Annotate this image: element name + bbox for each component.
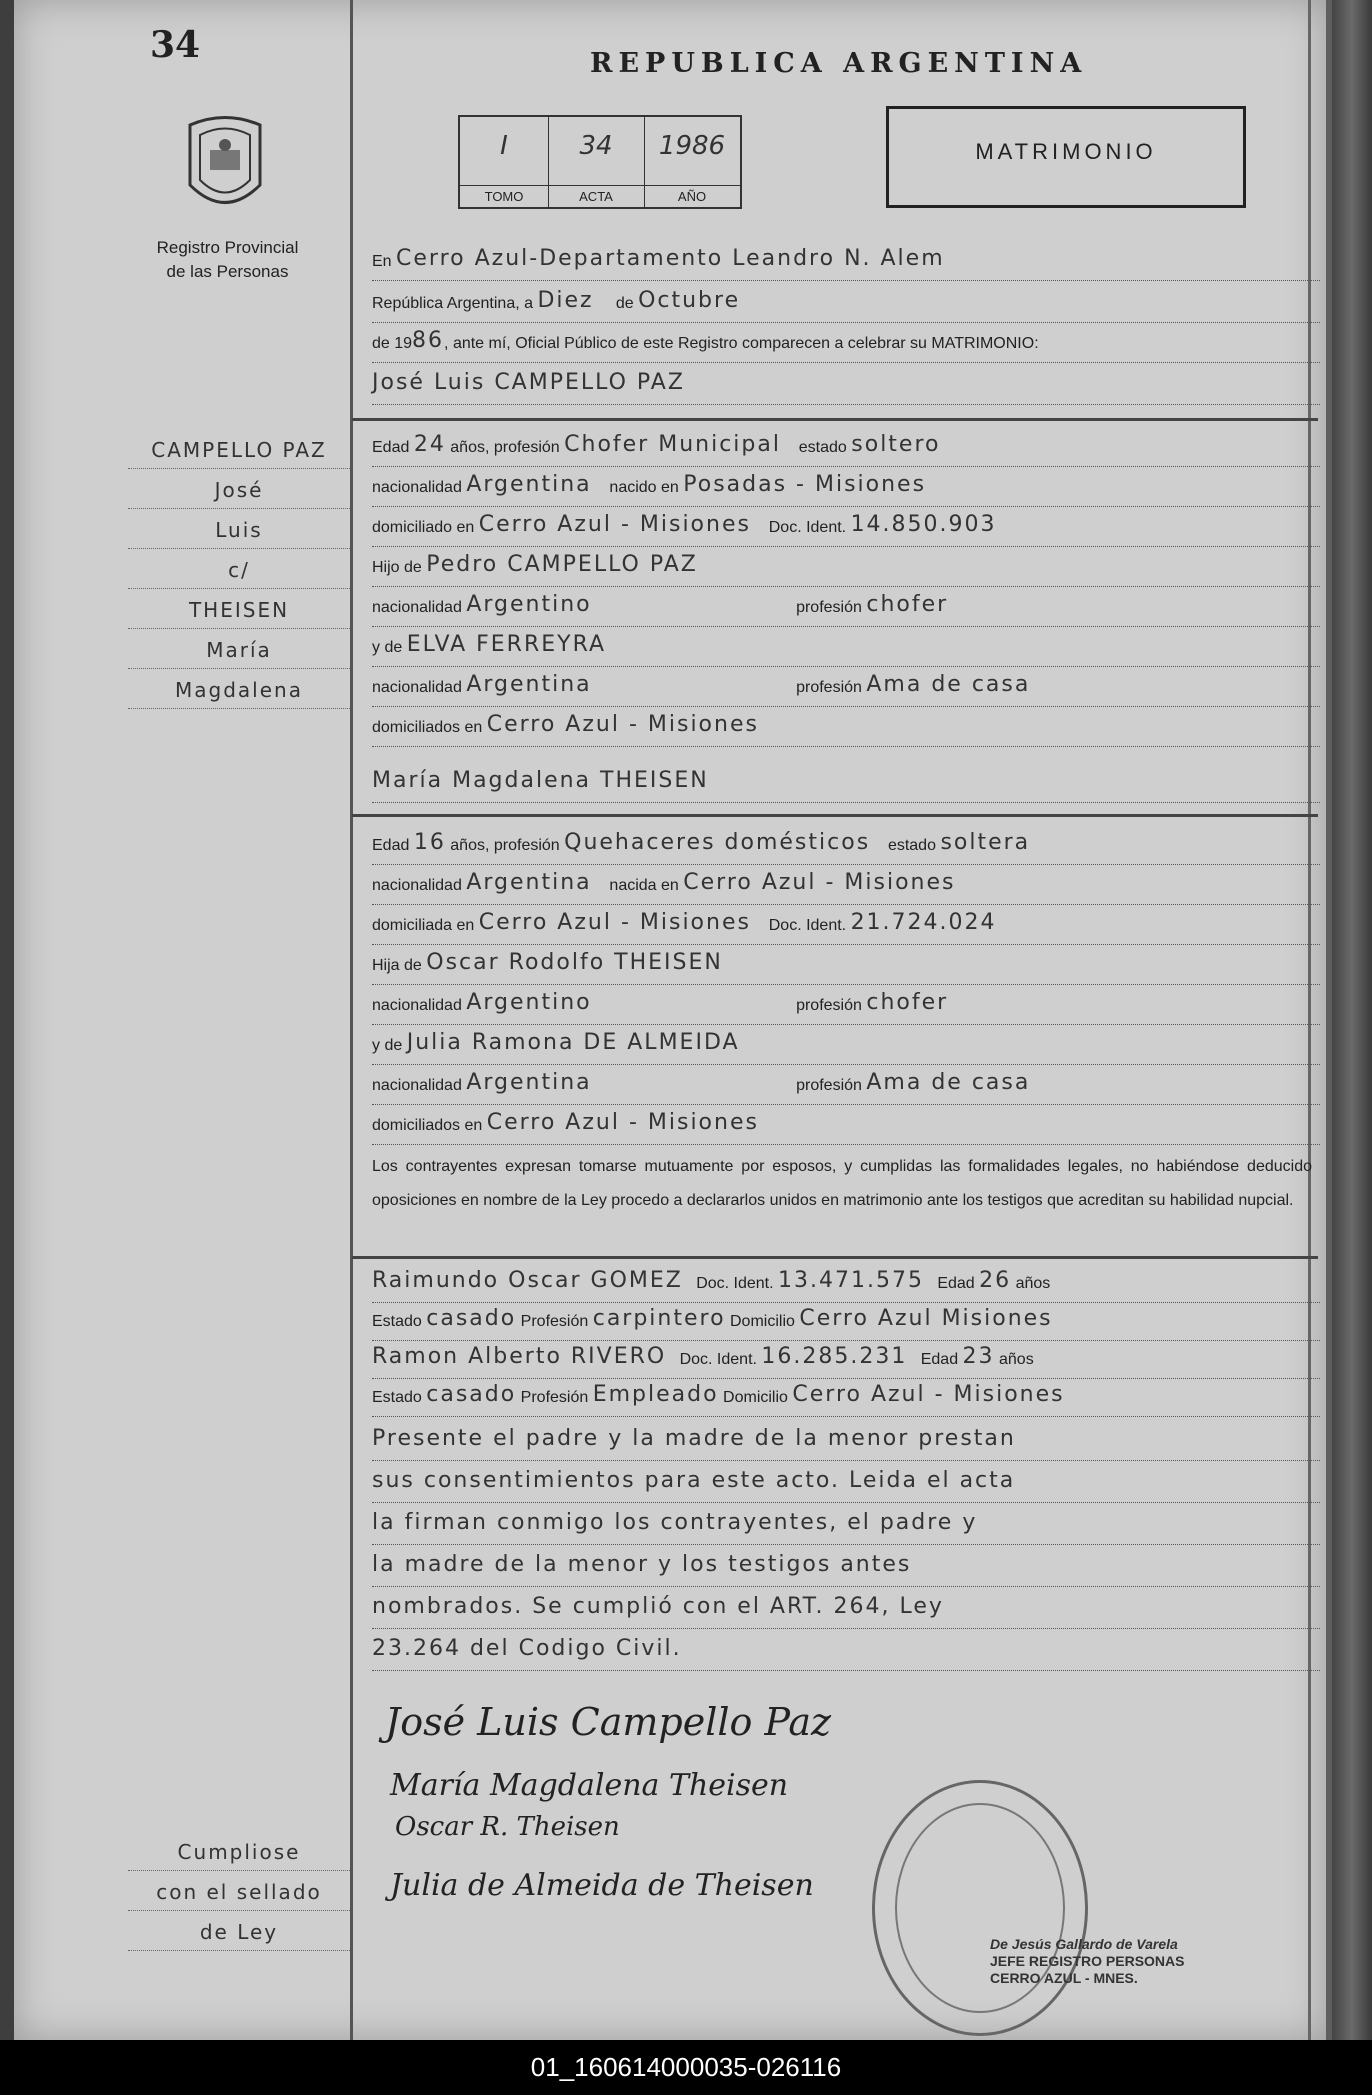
bride-signature: María Magdalena Theisen xyxy=(390,1768,789,1803)
witness1-details-row: Estado casado Profesión carpintero Domicilio Cerro Azul Misiones xyxy=(372,1306,1320,1341)
note-line: 23.264 del Codigo Civil. xyxy=(372,1636,1320,1671)
groom-name-row: José Luis CAMPELLO PAZ xyxy=(372,370,1320,405)
section-divider xyxy=(352,1256,1318,1259)
provincial-seal-icon xyxy=(180,110,270,220)
margin-note-line: de Ley xyxy=(128,1920,350,1951)
acta-cell: 34 ACTA xyxy=(548,117,645,207)
section-divider xyxy=(352,418,1318,421)
margin-note-line: Cumpliose xyxy=(128,1840,350,1871)
note-line: Presente el padre y la madre de la menor prestan xyxy=(372,1426,1320,1461)
father-signature: Oscar R. Theisen xyxy=(395,1812,620,1842)
witness2-row: Ramon Alberto RIVERO Doc. Ident. 16.285.231 Edad 23 años xyxy=(372,1344,1320,1379)
bride-name-row: María Magdalena THEISEN xyxy=(372,768,1320,803)
groom-nationality-row: nacionalidad Argentina nacido en Posadas - Misiones xyxy=(372,472,1320,507)
bride-mother-nat-row: nacionalidad Argentina profesión Ama de casa xyxy=(372,1070,1320,1105)
bride-mother-row: y de Julia Ramona DE ALMEIDA xyxy=(372,1030,1320,1065)
margin-line: c/ xyxy=(128,558,350,589)
section-divider xyxy=(352,814,1318,817)
bride-parents-domicile-row: domiciliados en Cerro Azul - Misiones xyxy=(372,1110,1320,1145)
mother-signature: Julia de Almeida de Theisen xyxy=(390,1868,814,1903)
tomo-cell: I TOMO xyxy=(460,117,549,207)
margin-line: CAMPELLO PAZ xyxy=(128,438,350,469)
margin-line: Luis xyxy=(128,518,350,549)
witness2-details-row: Estado casado Profesión Empleado Domicilio Cerro Azul - Misiones xyxy=(372,1382,1320,1417)
margin-rule xyxy=(350,0,353,2040)
bride-domicile-row: domiciliada en Cerro Azul - Misiones Doc. Ident. 21.724.024 xyxy=(372,910,1320,945)
book-spine xyxy=(1332,0,1372,2040)
margin-line: María xyxy=(128,638,350,669)
place-row: En Cerro Azul-Departamento Leandro N. Alem xyxy=(372,246,1320,281)
book-binding xyxy=(0,0,14,2040)
bride-father-nat-row: nacionalidad Argentino profesión chofer xyxy=(372,990,1320,1025)
date-row: República Argentina, a Diez de Octubre xyxy=(372,288,1320,323)
anio-cell: 1986 AÑO xyxy=(644,117,740,207)
declaration-text: Los contrayentes expresan tomarse mutuamente por esposos, y cumplidas las formalidades legales, no habiéndose deducido oposiciones en nombre de la Ley procedo a declararlos unidos en matrimonio ante los testigos que acreditan su habilidad nupcial. xyxy=(372,1158,1312,1209)
margin-note-line: con el sellado xyxy=(128,1880,350,1911)
groom-father-nat-row: nacionalidad Argentino profesión chofer xyxy=(372,592,1320,627)
witness1-row: Raimundo Oscar GOMEZ Doc. Ident. 13.471.575 Edad 26 años xyxy=(372,1268,1320,1303)
groom-signature: José Luis Campello Paz xyxy=(385,1700,831,1744)
groom-domicile-row: domiciliado en Cerro Azul - Misiones Doc. Ident. 14.850.903 xyxy=(372,512,1320,547)
note-line: sus consentimientos para este acto. Leida el acta xyxy=(372,1468,1320,1503)
document-title: REPUBLICA ARGENTINA xyxy=(590,48,1088,79)
groom-parents-domicile-row: domiciliados en Cerro Azul - Misiones xyxy=(372,712,1320,747)
officer-stamp: De Jesús Gallardo de Varela JEFE REGISTRO PERSONAS CERRO AZUL - MNES. xyxy=(990,1936,1185,1986)
year-row: de 1986, ante mí, Oficial Público de este Registro comparecen a celebrar su MATRIMONIO: xyxy=(372,328,1320,363)
margin-line: José xyxy=(128,478,350,509)
document-type-box: MATRIMONIO xyxy=(886,106,1246,208)
bride-nationality-row: nacionalidad Argentina nacida en Cerro Azul - Misiones xyxy=(372,870,1320,905)
note-line: la madre de la menor y los testigos antes xyxy=(372,1552,1320,1587)
margin-line: Magdalena xyxy=(128,678,350,709)
bride-father-row: Hija de Oscar Rodolfo THEISEN xyxy=(372,950,1320,985)
groom-mother-row: y de ELVA FERREYRA xyxy=(372,632,1320,667)
note-line: la firman conmigo los contrayentes, el padre y xyxy=(372,1510,1320,1545)
groom-age-row: Edad 24 años, profesión Chofer Municipal estado soltero xyxy=(372,432,1320,467)
page-number: 34 xyxy=(150,24,201,66)
margin-line: THEISEN xyxy=(128,598,350,629)
note-line: nombrados. Se cumplió con el ART. 264, Ley xyxy=(372,1594,1320,1629)
image-caption: 01_160614000035-026116 xyxy=(0,2040,1372,2095)
registry-name: Registro Provincial de las Personas xyxy=(156,238,299,281)
volume-record-box xyxy=(458,115,742,209)
groom-father-row: Hijo de Pedro CAMPELLO PAZ xyxy=(372,552,1320,587)
bride-age-row: Edad 16 años, profesión Quehaceres domésticos estado soltera xyxy=(372,830,1320,865)
groom-mother-nat-row: nacionalidad Argentina profesión Ama de casa xyxy=(372,672,1320,707)
official-stamp-icon xyxy=(872,1780,1088,2036)
